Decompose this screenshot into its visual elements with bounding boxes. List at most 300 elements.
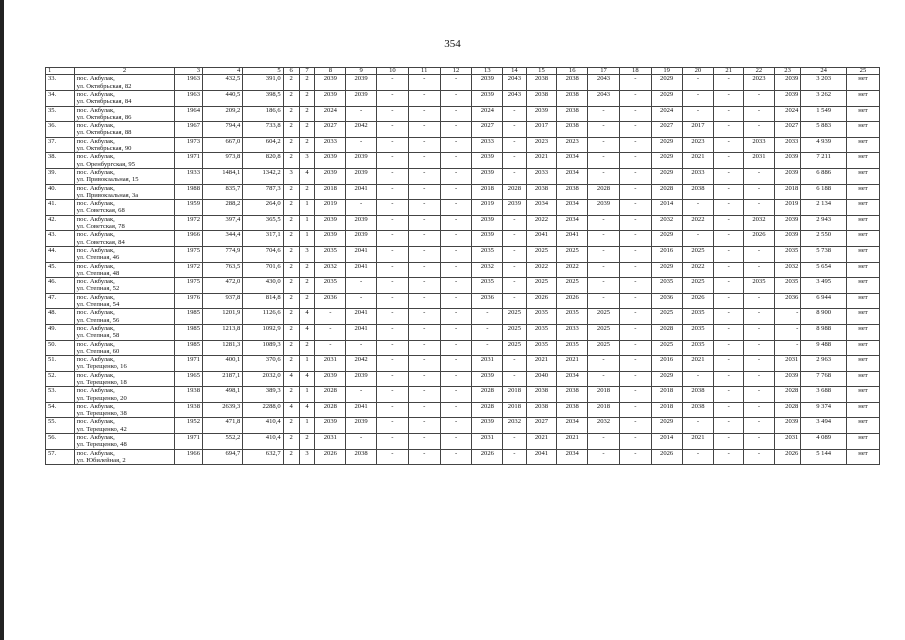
- value-cell: -: [503, 293, 526, 309]
- value-cell: -: [619, 184, 651, 200]
- value-cell: -: [744, 309, 775, 325]
- address-line-2: ул. Оренбургская, 95: [76, 160, 136, 168]
- value-cell: -: [503, 371, 526, 387]
- value-cell: 2036: [315, 293, 346, 309]
- address-line-1: пос. Акбулак,: [76, 387, 115, 395]
- value-cell: 2: [283, 324, 299, 340]
- value-cell: 2025: [588, 309, 620, 325]
- value-cell: 264,0: [243, 200, 283, 216]
- value-cell: -: [408, 324, 440, 340]
- value-cell: 2021: [557, 356, 588, 372]
- value-cell: 2039: [315, 153, 346, 169]
- value-cell: -: [376, 278, 408, 294]
- value-cell: 694,7: [203, 449, 243, 465]
- value-cell: 2039: [315, 168, 346, 184]
- value-cell: 2: [283, 262, 299, 278]
- value-cell: -: [744, 371, 775, 387]
- value-cell: -: [619, 324, 651, 340]
- header-cell: 6: [283, 68, 299, 75]
- value-cell: -: [376, 137, 408, 153]
- value-cell: 2: [283, 91, 299, 107]
- value-cell: 2039: [472, 153, 503, 169]
- address-line-2: ул. Октябрьская, 86: [76, 113, 132, 121]
- value-cell: 2016: [651, 356, 682, 372]
- value-cell: 1952: [175, 418, 203, 434]
- address-line-2: ул. Степная, 56: [76, 316, 120, 324]
- address-line-1: пос. Акбулак,: [76, 137, 115, 145]
- value-cell: 2032: [651, 215, 682, 231]
- value-cell: -: [408, 75, 440, 91]
- address-cell: [74, 293, 175, 309]
- address-line-2: ул. Терещенко, 42: [76, 425, 127, 433]
- value-cell: нет: [846, 168, 879, 184]
- value-cell: 2 963: [801, 356, 847, 372]
- table-row: [46, 387, 880, 403]
- value-cell: 2024: [315, 106, 346, 122]
- value-cell: -: [774, 340, 801, 356]
- value-cell: 498,1: [203, 387, 243, 403]
- value-cell: -: [408, 153, 440, 169]
- value-cell: 2041: [526, 231, 557, 247]
- header-cell: 11: [408, 68, 440, 75]
- value-cell: -: [619, 246, 651, 262]
- value-cell: 209,2: [203, 106, 243, 122]
- value-cell: нет: [846, 387, 879, 403]
- value-cell: -: [588, 215, 620, 231]
- value-cell: 2029: [651, 418, 682, 434]
- address-line-1: пос. Акбулак,: [76, 309, 115, 317]
- value-cell: -: [588, 449, 620, 465]
- value-cell: -: [408, 387, 440, 403]
- header-cell: 2: [74, 68, 175, 75]
- value-cell: 2038: [526, 184, 557, 200]
- value-cell: 2 134: [801, 200, 847, 216]
- address-line-1: пос. Акбулак,: [76, 153, 115, 161]
- header-cell: 4: [203, 68, 243, 75]
- value-cell: -: [588, 278, 620, 294]
- value-cell: 2: [283, 418, 299, 434]
- value-cell: -: [408, 215, 440, 231]
- value-cell: 2: [283, 122, 299, 138]
- value-cell: 2027: [526, 418, 557, 434]
- value-cell: 1: [299, 231, 315, 247]
- value-cell: 2: [283, 106, 299, 122]
- address-line-2: ул. Терещенко, 48: [76, 441, 127, 449]
- value-cell: -: [619, 402, 651, 418]
- value-cell: 2033: [682, 168, 714, 184]
- value-cell: -: [346, 434, 377, 450]
- row-number: 34.: [46, 91, 75, 107]
- value-cell: -: [346, 137, 377, 153]
- value-cell: 4 939: [801, 137, 847, 153]
- value-cell: 2039: [315, 371, 346, 387]
- value-cell: -: [588, 246, 620, 262]
- value-cell: 2: [299, 434, 315, 450]
- table-row: [46, 184, 880, 200]
- value-cell: -: [588, 137, 620, 153]
- address-cell: [74, 200, 175, 216]
- value-cell: 2026: [526, 293, 557, 309]
- address-cell: [74, 106, 175, 122]
- value-cell: -: [440, 200, 472, 216]
- value-cell: 4: [299, 371, 315, 387]
- address-line-2: ул. Советская, 84: [76, 238, 125, 246]
- value-cell: -: [714, 153, 744, 169]
- value-cell: 632,7: [243, 449, 283, 465]
- value-cell: 1963: [175, 91, 203, 107]
- row-number: 37.: [46, 137, 75, 153]
- value-cell: -: [619, 434, 651, 450]
- address-line-2: ул. Степная, 46: [76, 254, 120, 262]
- value-cell: 2021: [557, 434, 588, 450]
- value-cell: -: [619, 449, 651, 465]
- value-cell: -: [714, 449, 744, 465]
- address-line-1: пос. Акбулак,: [76, 418, 115, 426]
- row-number: 42.: [46, 215, 75, 231]
- value-cell: 7 768: [801, 371, 847, 387]
- value-cell: 2038: [346, 449, 377, 465]
- value-cell: 1971: [175, 153, 203, 169]
- value-cell: -: [744, 434, 775, 450]
- value-cell: -: [376, 340, 408, 356]
- value-cell: -: [440, 153, 472, 169]
- value-cell: -: [440, 309, 472, 325]
- value-cell: 186,6: [243, 106, 283, 122]
- value-cell: -: [619, 122, 651, 138]
- value-cell: 1092,9: [243, 324, 283, 340]
- header-cell: 24: [801, 68, 847, 75]
- address-line-1: пос. Акбулак,: [76, 168, 115, 176]
- value-cell: 2038: [682, 184, 714, 200]
- value-cell: -: [376, 200, 408, 216]
- value-cell: -: [472, 340, 503, 356]
- value-cell: 2027: [472, 122, 503, 138]
- value-cell: 733,8: [243, 122, 283, 138]
- value-cell: -: [714, 137, 744, 153]
- value-cell: 2033: [774, 137, 801, 153]
- value-cell: 973,8: [203, 153, 243, 169]
- value-cell: нет: [846, 324, 879, 340]
- value-cell: 2035: [682, 309, 714, 325]
- address-cell: [74, 168, 175, 184]
- value-cell: 2: [299, 91, 315, 107]
- value-cell: 2031: [315, 356, 346, 372]
- value-cell: 2039: [315, 91, 346, 107]
- value-cell: -: [744, 293, 775, 309]
- value-cell: 2026: [315, 449, 346, 465]
- value-cell: 2039: [472, 418, 503, 434]
- value-cell: 2017: [682, 122, 714, 138]
- value-cell: 1484,1: [203, 168, 243, 184]
- value-cell: -: [376, 387, 408, 403]
- value-cell: 288,2: [203, 200, 243, 216]
- value-cell: нет: [846, 402, 879, 418]
- value-cell: 2022: [682, 215, 714, 231]
- value-cell: -: [714, 184, 744, 200]
- value-cell: 2: [283, 246, 299, 262]
- value-cell: 2025: [557, 278, 588, 294]
- row-number: 47.: [46, 293, 75, 309]
- value-cell: -: [503, 137, 526, 153]
- value-cell: 4: [299, 168, 315, 184]
- value-cell: 2028: [472, 387, 503, 403]
- value-cell: 2021: [526, 356, 557, 372]
- value-cell: 2022: [526, 215, 557, 231]
- table-row: [46, 137, 880, 153]
- value-cell: -: [346, 106, 377, 122]
- address-line-2: ул. Привокзальная, 3а: [76, 191, 139, 199]
- value-cell: нет: [846, 153, 879, 169]
- value-cell: 2043: [503, 91, 526, 107]
- value-cell: 2 943: [801, 215, 847, 231]
- value-cell: 1959: [175, 200, 203, 216]
- value-cell: -: [376, 309, 408, 325]
- address-cell: [74, 434, 175, 450]
- value-cell: 2: [283, 356, 299, 372]
- value-cell: 2027: [651, 122, 682, 138]
- address-cell: [74, 231, 175, 247]
- value-cell: 2038: [526, 91, 557, 107]
- value-cell: 1281,3: [203, 340, 243, 356]
- table-row: [46, 356, 880, 372]
- address-line-1: пос. Акбулак,: [76, 184, 115, 192]
- value-cell: 552,2: [203, 434, 243, 450]
- value-cell: 2031: [472, 434, 503, 450]
- value-cell: -: [682, 200, 714, 216]
- value-cell: -: [376, 168, 408, 184]
- table-row: [46, 449, 880, 465]
- value-cell: 2026: [472, 449, 503, 465]
- value-cell: 1: [299, 387, 315, 403]
- value-cell: -: [440, 356, 472, 372]
- row-number: 39.: [46, 168, 75, 184]
- value-cell: -: [619, 262, 651, 278]
- value-cell: -: [682, 106, 714, 122]
- value-cell: 2: [283, 309, 299, 325]
- value-cell: 2016: [651, 246, 682, 262]
- value-cell: нет: [846, 309, 879, 325]
- value-cell: -: [714, 246, 744, 262]
- value-cell: 604,2: [243, 137, 283, 153]
- value-cell: -: [376, 262, 408, 278]
- header-cell: 15: [526, 68, 557, 75]
- value-cell: 2039: [774, 75, 801, 91]
- value-cell: -: [744, 91, 775, 107]
- value-cell: 1972: [175, 262, 203, 278]
- value-cell: 2039: [346, 91, 377, 107]
- value-cell: 2023: [744, 75, 775, 91]
- value-cell: нет: [846, 246, 879, 262]
- value-cell: 2019: [472, 200, 503, 216]
- value-cell: -: [315, 340, 346, 356]
- value-cell: 2036: [472, 293, 503, 309]
- value-cell: 440,5: [203, 91, 243, 107]
- value-cell: 2022: [682, 262, 714, 278]
- address-line-2: ул. Юбилейная, 2: [76, 456, 126, 464]
- header-cell: 23: [774, 68, 801, 75]
- table-row: [46, 278, 880, 294]
- value-cell: -: [744, 106, 775, 122]
- value-cell: -: [440, 246, 472, 262]
- address-line-2: ул. Советская, 78: [76, 223, 125, 231]
- value-cell: нет: [846, 91, 879, 107]
- address-line-1: пос. Акбулак,: [76, 324, 115, 332]
- value-cell: -: [408, 309, 440, 325]
- value-cell: -: [503, 262, 526, 278]
- value-cell: -: [408, 293, 440, 309]
- value-cell: 1985: [175, 309, 203, 325]
- value-cell: 410,4: [243, 418, 283, 434]
- value-cell: -: [588, 153, 620, 169]
- address-line-2: ул. Терещенко, 38: [76, 410, 127, 418]
- value-cell: -: [503, 168, 526, 184]
- value-cell: -: [408, 418, 440, 434]
- value-cell: -: [503, 246, 526, 262]
- value-cell: 2035: [526, 309, 557, 325]
- value-cell: 2039: [774, 153, 801, 169]
- value-cell: 1342,2: [243, 168, 283, 184]
- address-line-1: пос. Акбулак,: [76, 340, 115, 348]
- address-line-1: пос. Акбулак,: [76, 246, 115, 254]
- value-cell: 365,5: [243, 215, 283, 231]
- header-cell: 20: [682, 68, 714, 75]
- value-cell: -: [376, 106, 408, 122]
- value-cell: 2039: [774, 168, 801, 184]
- header-cell: 25: [846, 68, 879, 75]
- value-cell: 2041: [346, 309, 377, 325]
- value-cell: -: [440, 434, 472, 450]
- value-cell: 2039: [346, 168, 377, 184]
- address-line-2: ул. Привокзальная, 15: [76, 176, 139, 184]
- value-cell: 1964: [175, 106, 203, 122]
- value-cell: -: [440, 340, 472, 356]
- value-cell: 2: [299, 340, 315, 356]
- address-line-2: ул. Терещенко, 16: [76, 363, 127, 371]
- value-cell: 2033: [472, 137, 503, 153]
- value-cell: -: [744, 122, 775, 138]
- value-cell: 4 089: [801, 434, 847, 450]
- value-cell: 1988: [175, 184, 203, 200]
- value-cell: 704,6: [243, 246, 283, 262]
- value-cell: -: [503, 278, 526, 294]
- value-cell: 937,8: [203, 293, 243, 309]
- address-line-1: пос. Акбулак,: [76, 262, 115, 270]
- value-cell: 2039: [774, 371, 801, 387]
- value-cell: 2025: [651, 309, 682, 325]
- value-cell: 1: [299, 200, 315, 216]
- value-cell: 2041: [346, 262, 377, 278]
- value-cell: -: [440, 278, 472, 294]
- value-cell: 2024: [774, 106, 801, 122]
- value-cell: 2042: [346, 356, 377, 372]
- value-cell: 2028: [774, 402, 801, 418]
- value-cell: -: [440, 402, 472, 418]
- value-cell: 4: [283, 371, 299, 387]
- table-row: [46, 246, 880, 262]
- value-cell: 344,4: [203, 231, 243, 247]
- value-cell: 1 549: [801, 106, 847, 122]
- address-cell: [74, 75, 175, 91]
- value-cell: 2028: [651, 184, 682, 200]
- value-cell: -: [619, 75, 651, 91]
- value-cell: -: [744, 168, 775, 184]
- table-row: [46, 215, 880, 231]
- value-cell: -: [376, 324, 408, 340]
- value-cell: -: [714, 418, 744, 434]
- value-cell: 2035: [315, 246, 346, 262]
- value-cell: 6 188: [801, 184, 847, 200]
- value-cell: нет: [846, 371, 879, 387]
- address-line-1: пос. Акбулак,: [76, 91, 115, 98]
- address-line-1: пос. Акбулак,: [76, 106, 115, 114]
- row-number: 33.: [46, 75, 75, 91]
- value-cell: 2035: [682, 340, 714, 356]
- value-cell: 2034: [557, 449, 588, 465]
- value-cell: 835,7: [203, 184, 243, 200]
- value-cell: 2034: [557, 153, 588, 169]
- address-cell: [74, 153, 175, 169]
- header-cell: 13: [472, 68, 503, 75]
- value-cell: 2033: [557, 324, 588, 340]
- value-cell: -: [714, 340, 744, 356]
- value-cell: 2031: [744, 153, 775, 169]
- value-cell: 1213,8: [203, 324, 243, 340]
- value-cell: 2: [283, 278, 299, 294]
- value-cell: -: [744, 402, 775, 418]
- value-cell: 1966: [175, 231, 203, 247]
- value-cell: 1: [299, 356, 315, 372]
- value-cell: 2038: [557, 75, 588, 91]
- value-cell: -: [346, 278, 377, 294]
- address-cell: [74, 387, 175, 403]
- value-cell: 2031: [774, 356, 801, 372]
- address-cell: [74, 309, 175, 325]
- value-cell: 2: [283, 215, 299, 231]
- header-cell: 3: [175, 68, 203, 75]
- value-cell: 2035: [472, 278, 503, 294]
- value-cell: 2039: [774, 91, 801, 107]
- value-cell: нет: [846, 215, 879, 231]
- housing-table: [45, 67, 880, 465]
- value-cell: 2014: [651, 200, 682, 216]
- value-cell: 3 262: [801, 91, 847, 107]
- value-cell: нет: [846, 106, 879, 122]
- header-cell: 7: [299, 68, 315, 75]
- value-cell: -: [346, 340, 377, 356]
- value-cell: 4: [299, 402, 315, 418]
- table-row: [46, 293, 880, 309]
- value-cell: 3: [299, 449, 315, 465]
- value-cell: -: [376, 418, 408, 434]
- table-row: [46, 106, 880, 122]
- value-cell: 2039: [315, 215, 346, 231]
- value-cell: -: [619, 215, 651, 231]
- value-cell: -: [408, 449, 440, 465]
- address-cell: [74, 278, 175, 294]
- value-cell: 2026: [744, 231, 775, 247]
- value-cell: 4: [283, 402, 299, 418]
- value-cell: 2035: [651, 278, 682, 294]
- value-cell: 410,4: [243, 434, 283, 450]
- header-cell: 18: [619, 68, 651, 75]
- value-cell: -: [619, 340, 651, 356]
- value-cell: -: [503, 122, 526, 138]
- row-number: 55.: [46, 418, 75, 434]
- address-cell: [74, 340, 175, 356]
- value-cell: 1975: [175, 246, 203, 262]
- value-cell: -: [774, 309, 801, 325]
- value-cell: 794,4: [203, 122, 243, 138]
